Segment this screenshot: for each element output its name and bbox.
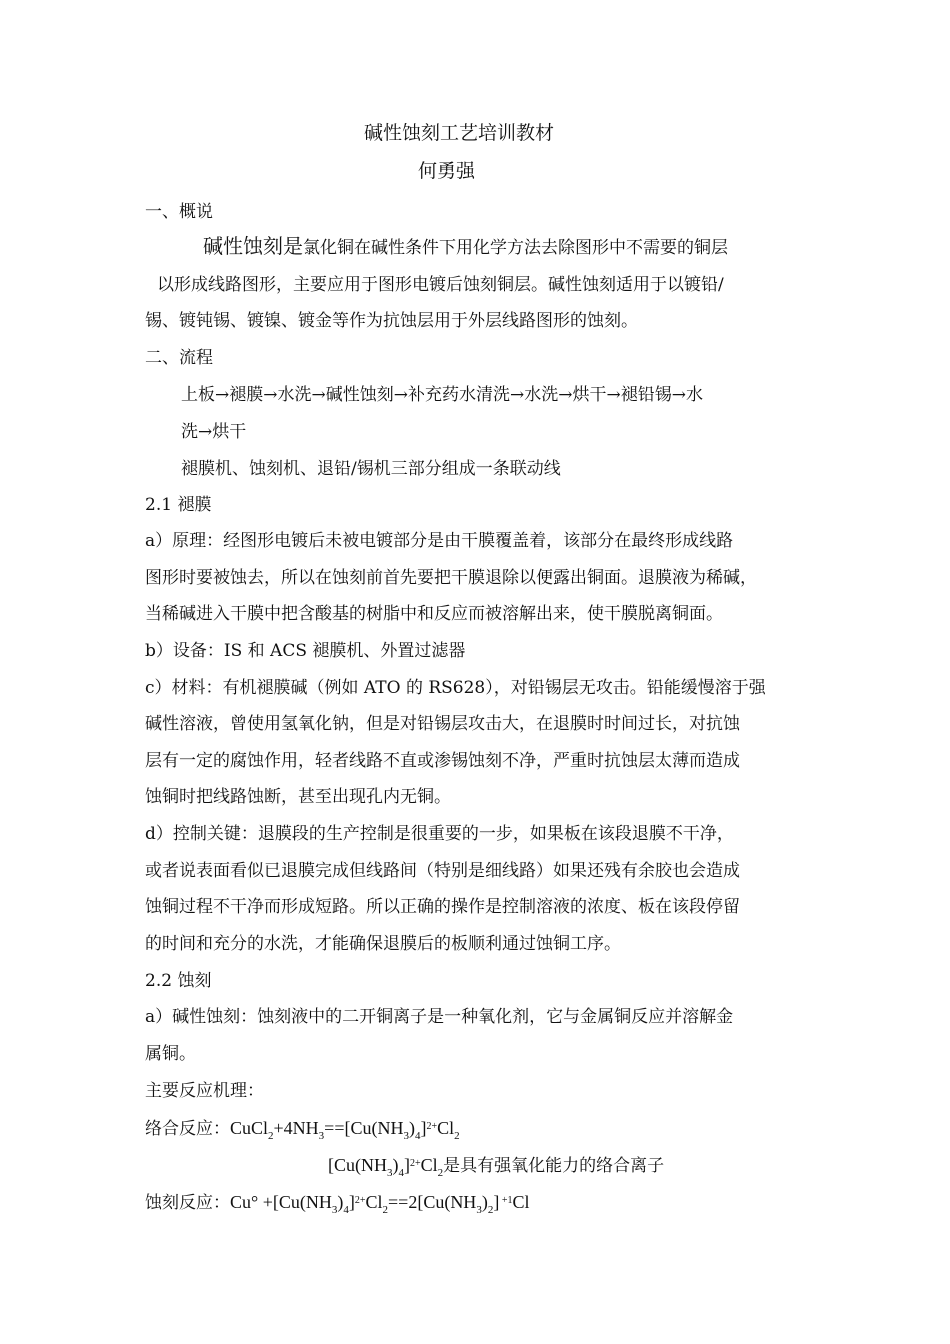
- material-line-2: 碱性溶液，曾使用氢氧化钠，但是对铅锡层攻击大，在退膜时时间过长，对抗蚀: [145, 714, 740, 734]
- material-line-3: 层有一定的腐蚀作用，轻者线路不直或渗锡蚀刻不净，严重时抗蚀层太薄而造成: [145, 751, 740, 771]
- section-1-text: 氯化铜在碱性条件下用化学方法去除图形中不需要的铜层: [303, 238, 728, 258]
- material-line-4: 蚀铜时把线路蚀断，甚至出现孔内无铜。: [145, 787, 451, 807]
- control-line-2: 或者说表面看似已退膜完成但线路间（特别是细线路）如果还残有余胶也会造成: [145, 861, 740, 881]
- complex-ion-note-line: [328, 1153, 664, 1178]
- section-2-1-heading: 2.1 褪膜: [145, 495, 212, 515]
- flow-line-1: 上板→褪膜→水洗→碱性蚀刻→补充药水清洗→水洗→烘干→褪铅锡→水: [181, 385, 703, 405]
- alkaline-etch-line-2: 属铜。: [145, 1044, 196, 1064]
- section-1-paragraph-line-2: 以形成线路图形，主要应用于图形电镀后蚀刻铜层。碱性蚀刻适用于以镀铅/: [157, 275, 724, 295]
- etch-reaction-line: [145, 1190, 529, 1215]
- section-2-heading: 二、流程: [145, 348, 213, 368]
- etch-reaction-label: 蚀刻反应：: [145, 1193, 230, 1213]
- material-line-1: c）材料：有机褪膜碱（例如 ATO 的 RS628），对铅锡层无攻击。铅能缓慢溶于强: [145, 678, 766, 698]
- section-2-2-heading: 2.2 蚀刻: [145, 971, 212, 991]
- document-title: 碱性蚀刻工艺培训教材: [364, 122, 555, 144]
- principle-line-1: a）原理：经图形电镀后未被电镀部分是由干膜覆盖着，该部分在最终形成线路: [145, 531, 734, 551]
- section-1-paragraph-line-3: 锡、镀钝锡、镀镍、镀金等作为抗蚀层用于外层线路图形的蚀刻。: [145, 311, 638, 331]
- section-1-paragraph-line-1: [203, 234, 728, 260]
- complex-reaction-line: [145, 1116, 460, 1141]
- control-line-4: 的时间和充分的水洗，才能确保退膜后的板顺利通过蚀铜工序。: [145, 934, 621, 954]
- production-line-text: 褪膜机、蚀刻机、退铅/锡机三部分组成一条联动线: [181, 459, 561, 479]
- principle-line-2: 图形时要被蚀去，所以在蚀刻前首先要把干膜退除以便露出铜面。退膜液为稀碱，: [145, 568, 757, 588]
- complex-reaction-label: 络合反应：: [145, 1119, 230, 1139]
- section-1-heading: 一、概说: [145, 202, 213, 222]
- complex-ion-formula: $[Cu(NH_3)_4]^{2+}Cl_2$: [328, 1155, 444, 1179]
- etch-reaction-equation: $Cu^\circ +[Cu(NH_3)_4]^{2+}Cl_2==2[Cu(NH_3)_2]$ $^{+1}$Cl: [230, 1192, 530, 1216]
- alkaline-etch-line-1: a）碱性蚀刻：蚀刻液中的二开铜离子是一种氧化剂，它与金属铜反应并溶解金: [145, 1007, 734, 1027]
- mechanism-heading: 主要反应机理：: [145, 1081, 264, 1101]
- control-line-3: 蚀铜过程不干净而形成短路。所以正确的操作是控制溶液的浓度、板在该段停留: [145, 897, 740, 917]
- control-line-1: d）控制关键：退膜段的生产控制是很重要的一步，如果板在该段退膜不干净，: [145, 824, 734, 844]
- section-1-lead: 碱性蚀刻是: [203, 234, 303, 258]
- equipment-line: b）设备：IS 和 ACS 褪膜机、外置过滤器: [145, 641, 466, 661]
- complex-reaction-equation: $CuCl_2+4NH_3==[Cu(NH_3)_4]^{2+}Cl_2$: [230, 1118, 460, 1142]
- document-author: 何勇强: [418, 160, 476, 182]
- principle-line-3: 当稀碱进入干膜中把含酸基的树脂中和反应而被溶解出来，使干膜脱离铜面。: [145, 604, 723, 624]
- complex-ion-note: 是具有强氧化能力的络合离子: [443, 1156, 665, 1176]
- flow-line-2: 洗→烘干: [181, 422, 247, 442]
